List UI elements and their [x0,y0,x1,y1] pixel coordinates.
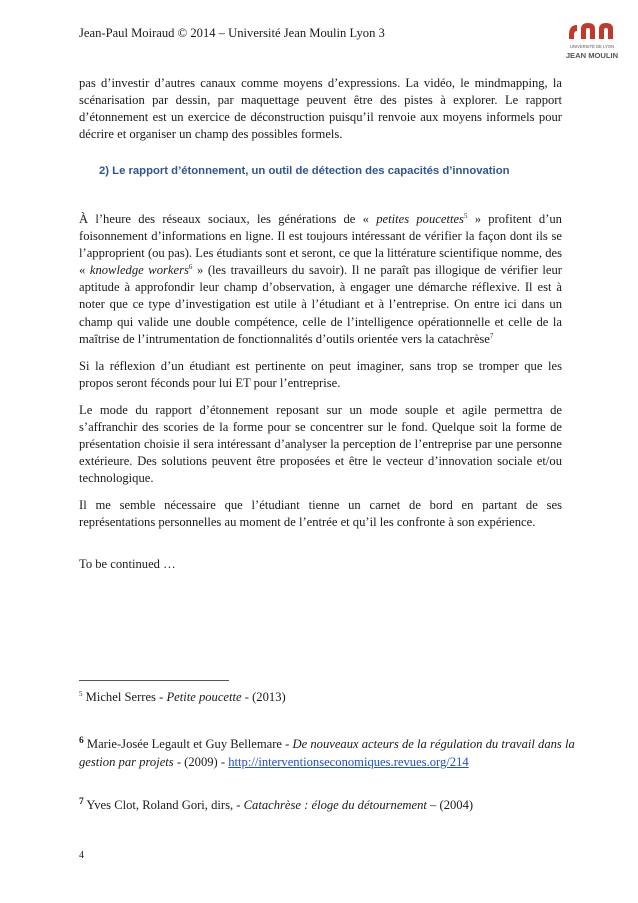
logo-text-bottom: JEAN MOULIN [565,51,619,60]
paragraph-2: Si la réflexion d’un étudiant est pertinente on peut imaginer, sans trop se tromper que les propos seront féconds pour lui ET pour l’entreprise. [79,359,562,391]
intro-paragraph: pas d’investir d’autres canaux comme moyens d’expressions. La vidéo, le mindmapping, la scénarisation par dessin, par maquettage peuvent être des pistes à explorer. Le rapport d’étonnement est un exercice de déconstruction puisqu’il renvoie aux moyens informels pour décrire et organiser un champ des possibles formels. [79,76,562,142]
paragraph-3: Le mode du rapport d’étonnement reposant sur un mode souple et agile permettra de s’affranchir des scories de la forme pour se concentrer sur le fond. Quelque soit la forme de présentation choisie il sera intéressant d’analyser la perception de l’entreprise par une personne extérieure. Des solutions peuvent être proposées et être le vecteur d’innovation sociale et/ou technologique. [79,403,562,486]
university-logo [563,15,621,65]
logo-text-top: UNIVERSITÉ DE LYON [569,44,615,49]
section-heading: 2) Le rapport d’étonnement, un outil de détection des capacités d’innovation [99,165,510,177]
footnote-link[interactable]: http://interventionseconomiques.revues.org/214 [228,755,469,769]
footnote-5: $^5$ Michel Serres - Petite poucette - (2013) [79,689,286,704]
footnote-6: $^6$ Marie-Josée Legault et Guy Bellemare - De nouveaux acteurs de la régulation du travail dans la gestion par projets - (2009) - http://interventionseconomiques.revues.org/214 [79,735,575,769]
footnote-7: $^7$ Yves Clot, Roland Gori, dirs, - Catachrèse : éloge du détournement – (2004) [79,796,474,812]
paragraph-4: Il me semble nécessaire que l’étudiant tienne un carnet de bord en partant de ses représentations personnelles au moment de l’entrée et qu’il les confronte à son expérience. [79,498,562,530]
page-header: Jean-Paul Moiraud © 2014 – Université Jean Moulin Lyon 3 [79,26,385,40]
paragraph-5: To be continued … [79,557,176,571]
paragraph-1: À l’heure des réseaux sociaux, les générations de « petites poucettes$^5$ » profitent d’un foisonnement d’informations en ligne. Il est toujours intéressant de vérifier la façon dont ils se l’approprient (ou pas). Les étudiants sont et seront, ce que la littérature scientifique nomme, des « knowledge workers$^6$ » (les travailleurs du savoir). Il ne paraît pas illogique de vérifier leur aptitude à approfondir leur champ d’observation, à engager une démarche réflexive. Il est à noter que ce type d’investigation est utile à l’étudiant et à l’entreprise. On entre ici dans un champ qui valide une double compétence, celle de l’intelligence opérationnelle et celle de la maîtrise de l’intrumentation de fonctionnalités d’outils orientée vers la catachrèse$^7$ [79,211,562,346]
page-number: 4 [79,850,84,861]
footnote-separator [79,680,229,681]
